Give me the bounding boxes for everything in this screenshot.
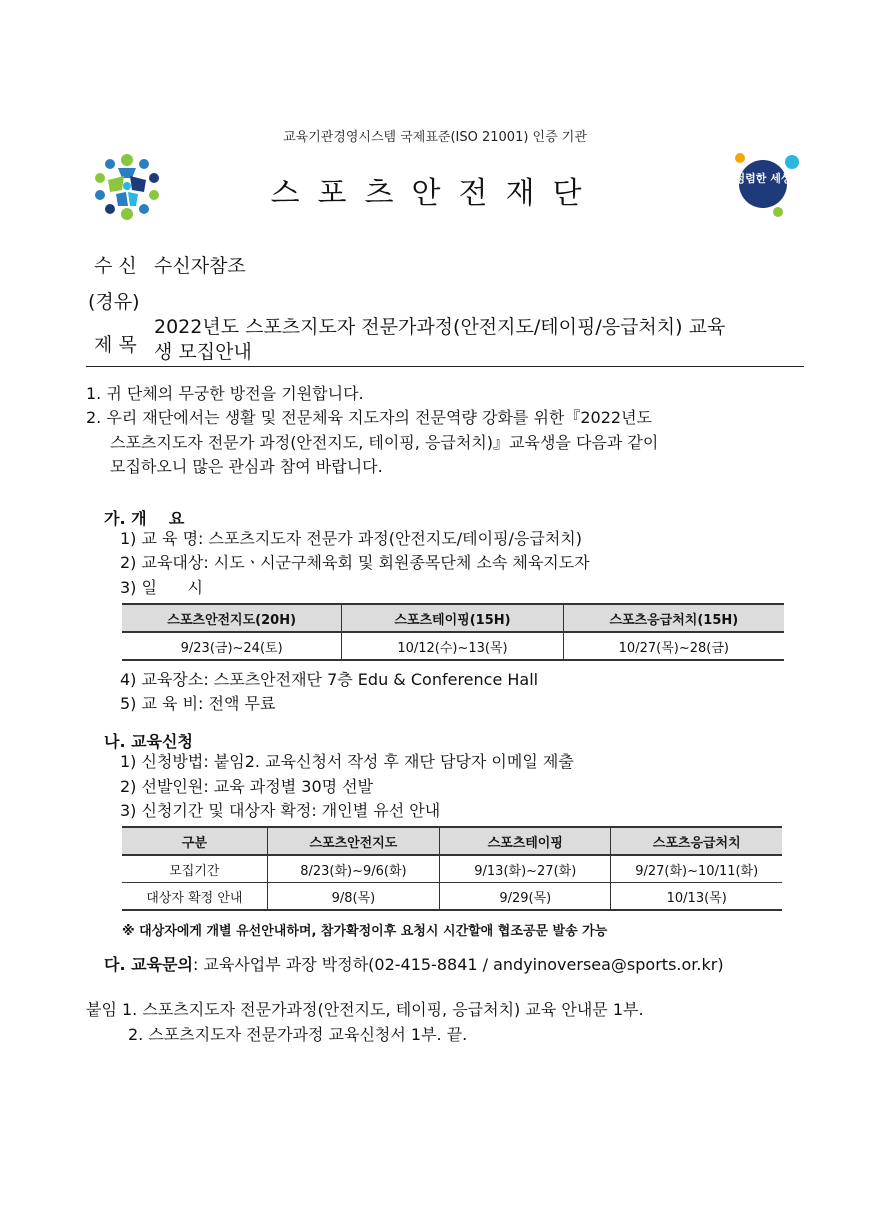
table-cell: 9/27(화)~10/11(화) [611, 855, 782, 883]
table-row [122, 883, 782, 911]
table-row [122, 855, 782, 883]
application-item-3: 3) 신청기간 및 대상자 확정: 개인별 유선 안내 [120, 801, 441, 820]
table-header-cell: 스포츠안전지도(20H) [122, 604, 342, 632]
table-header-cell: 스포츠테이핑 [440, 827, 611, 855]
section-contact-title: 다. 교육문의 [104, 955, 193, 974]
overview-item-3: 3) 일 시 [120, 578, 203, 597]
application-note: ※ 대상자에게 개별 유선안내하며, 참가확정이후 요청시 시간할애 협조공문 발송 가능 [122, 924, 608, 939]
table-row [122, 827, 782, 855]
table-cell: 9/23(금)~24(토) [122, 632, 342, 660]
table-header-cell: 스포츠응급처치(15H) [563, 604, 784, 632]
recipient-value: 수신자참조 [154, 255, 246, 277]
attachment-line-1: 붙임 1. 스포츠지도자 전문가과정(안전지도, 테이핑, 응급처치) 교육 안내문 1부. [86, 1000, 644, 1019]
table-header-cell: 스포츠응급처치 [611, 827, 782, 855]
subject-line-2: 생 모집안내 [154, 341, 252, 363]
schedule-table [122, 603, 784, 661]
certification-text: 교육기관경영시스템 국제표준(ISO 21001) 인증 기관 [283, 130, 587, 145]
section-overview-title: 가. 개 요 [104, 509, 185, 528]
subject-line-1: 2022년도 스포츠지도자 전문가과정(안전지도/테이핑/응급처치) 교육 [154, 316, 726, 338]
via-label: (경유) [88, 291, 140, 313]
contact-line [104, 952, 724, 975]
table-cell: 10/12(수)~13(목) [342, 632, 563, 660]
table-header-cell: 스포츠테이핑(15H) [342, 604, 563, 632]
paragraph-2-line-3: 모집하오니 많은 관심과 참여 바랍니다. [110, 457, 383, 476]
integrity-logo-text: 청렴한 세상 [734, 172, 792, 185]
recipient-label: 수 신 [94, 255, 137, 277]
overview-item-4: 4) 교육장소: 스포츠안전재단 7층 Edu & Conference Hall [120, 670, 539, 689]
subject-divider [86, 366, 804, 367]
table-row [122, 632, 784, 660]
table-header-cell: 스포츠안전지도 [267, 827, 439, 855]
organization-title: 스포츠안전재단 [270, 176, 600, 211]
overview-item-5: 5) 교 육 비: 전액 무료 [120, 694, 276, 713]
table-cell: 대상자 확정 안내 [122, 883, 267, 911]
overview-item-2: 2) 교육대상: 시도ㆍ시군구체육회 및 회원종목단체 소속 체육지도자 [120, 553, 590, 572]
paragraph-1: 1. 귀 단체의 무궁한 방전을 기원합니다. [86, 384, 364, 403]
table-cell: 모집기간 [122, 855, 267, 883]
subject-text [154, 315, 804, 365]
paragraph-2-line-1: 2. 우리 재단에서는 생활 및 전문체육 지도자의 전문역량 강화를 위한『2022년도 [86, 408, 652, 427]
paragraph-2-line-2: 스포츠지도자 전문가 과정(안전지도, 테이핑, 응급처치)』교육생을 다음과 같이 [110, 433, 659, 452]
table-cell: 9/29(목) [440, 883, 611, 911]
table-cell: 9/8(목) [267, 883, 439, 911]
contact-text: : 교육사업부 과장 박정하(02-415-8841 / andyinoversea@sports.or.kr) [192, 955, 724, 974]
table-cell: 8/23(화)~9/6(화) [267, 855, 439, 883]
table-cell: 9/13(화)~27(화) [440, 855, 611, 883]
table-header-cell: 구분 [122, 827, 267, 855]
table-cell: 10/27(목)~28(금) [563, 632, 784, 660]
table-cell: 10/13(목) [611, 883, 782, 911]
application-item-1: 1) 신청방법: 붙임2. 교육신청서 작성 후 재단 담당자 이메일 제출 [120, 752, 574, 771]
application-item-2: 2) 선발인원: 교육 과정별 30명 선발 [120, 777, 374, 796]
application-table [122, 826, 782, 911]
table-row [122, 604, 784, 632]
section-application-title: 나. 교육신청 [104, 732, 193, 751]
integrity-logo [732, 150, 802, 220]
subject-label: 제 목 [94, 334, 137, 356]
overview-item-1: 1) 교 육 명: 스포츠지도자 전문가 과정(안전지도/테이핑/응급처치) [120, 529, 582, 548]
attachment-line-2: 2. 스포츠지도자 전문가과정 교육신청서 1부. 끝. [128, 1025, 468, 1044]
